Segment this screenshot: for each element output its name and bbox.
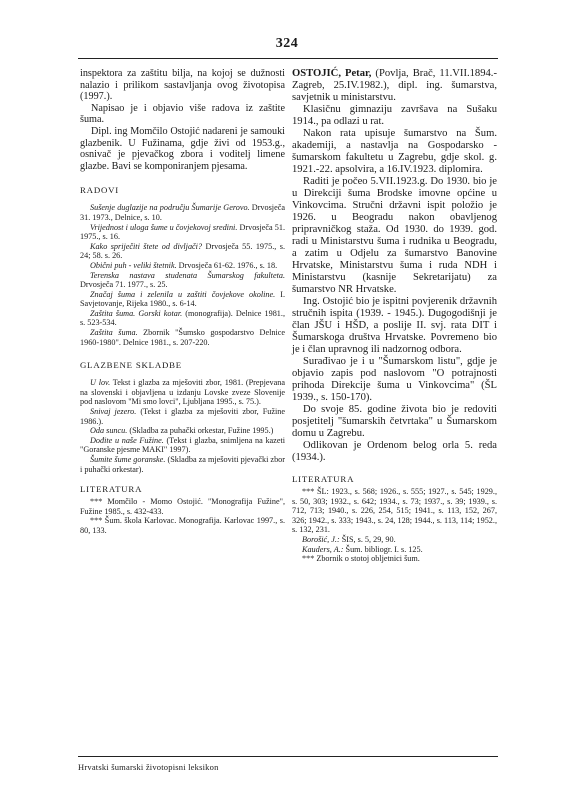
work-item: Terenska nastava studenata Šumarskog fakulteta. Drvosječa 71. 1977., s. 25. — [80, 270, 285, 290]
literatura-heading: LITERATURA — [80, 484, 143, 495]
literature-item: *** ŠL: 1923., s. 568; 1926., s. 555; 1927., s. 545; 1929., s. 50, 303; 1932., s. 642; 1934., s. 73; 1937., s. 39; 1939., s. 712, 713; 1940., s. 226, 254, 515; 1941., s. 113, 152, 267, 326; 1942., s. 333; 1943., s. 24, 128; 1944., s. 113, 114; 1952., s. 132, 231. — [292, 487, 497, 535]
composition-item: Snivaj jezero. (Tekst i glazba za mješoviti zbor, Fužine 1986.). — [80, 407, 285, 426]
bio-paragraph: Klasičnu gimnaziju završava na Sušaku 1914., pa odlazi u rat. — [292, 104, 497, 127]
work-item: Zaštita šuma. Zbornik "Šumsko gospodarstvo Delnice 1960-1980". Delnice 1981., s. 207-220. — [80, 328, 285, 347]
literature-item: *** Šum. škola Karlovac. Monografija. Karlovac 1997., s. 80, 133. — [80, 516, 285, 535]
work-item: Zaštita šuma. Gorski kotar. (monografija). Delnice 1981., s. 523-534. — [80, 308, 285, 328]
work-item: Obični puh - veliki štetnik. Drvosječa 61-62. 1976., s. 18. — [90, 260, 278, 270]
work-item: Kako spriječiti štete od divljači? Drvosječa 55. 1975., s. 24; 58. s. 26. — [80, 241, 285, 261]
bio-paragraph: Odlikovan je Ordenom belog orla 5. reda (1934.). — [292, 440, 497, 463]
composition-item: Dođite u naše Fužine. (Tekst i glazba, snimljena na kazeti "Goranske pjesme MAKI" 1997). — [80, 435, 285, 455]
glazbene-heading: GLAZBENE SKLADBE — [80, 360, 182, 371]
entry-name: OSTOJIĆ, Petar, — [292, 68, 372, 79]
bio-paragraph: Nakon rata upisuje šumarstvo na Šum. akademiji, a nastavlja na Gospodarsko - šumarskom fakultetu u Zagrebu, gdje skol. g. 1921.-22. apsolvira, a 16.IV.1923. diplomira. — [292, 128, 497, 175]
entry-intro: OSTOJIĆ, Petar, (Povlja, Brač, 11.VII.1894.- Zagreb, 25.IV.1982.), dipl. ing. šumarstva, savjetnik u ministarstvu. — [292, 68, 497, 103]
literature-item: Borošić, J.: ŠIS, s. 5, 29, 90. — [302, 534, 396, 544]
intro-paragraph: Napisao je i objavio više radova iz zaštite šuma. — [80, 102, 285, 126]
work-item: Značaj šuma i zelenila u zaštiti čovjekove okoline. I. Savjetovanje, Rijeka 1980., s. 6-14. — [80, 289, 285, 309]
intro-paragraph: inspektora za zaštitu bilja, na kojoj se dužnosti nalazio i prilikom sastavljanja ovog životopisa (1997.). — [80, 68, 285, 103]
radovi-heading: RADOVI — [80, 185, 120, 196]
left-column — [80, 68, 285, 536]
literatura-heading: LITERATURA — [292, 474, 355, 484]
intro-paragraph: Dipl. ing Momčilo Ostojić nadareni je samouki glazbenik. U Fužinama, gdje živi od 1953.g., osnivač je pjevačkog zbora i voditelj limene glazbe. Bavi se komponiranjem pjesama. — [80, 125, 285, 172]
literature-item: *** Zbornik o stotoj obljetnici šum. — [302, 554, 420, 564]
work-item: Vrijednost i uloga šume u čovjekovoj sredini. Drvosječa 51. 1975., s. 16. — [80, 222, 285, 242]
bio-paragraph: Raditi je počeo 5.VII.1923.g. Do 1930. bio je u Direkciji šuma Brodske imovne općine u Vinkovcima. Stručni državni ispit položio je 1926. u Beogradu nakon obavljenog pripravničkog staža. Od 1930. do 1939. god. radi u Ministarstvu šuma i rudnika u Beogradu, a zatim u Odjelu za šumarstvo Banovine Hrvatske, Ministarstvu šuma i ruda NDH i Ministarstvu (kasnije Sekretarijatu) za šumarstvo NR Hrvatske. — [292, 176, 497, 295]
literature-item: Kauders, A.: Šum. bibliogr. I. s. 125. — [302, 544, 423, 554]
page-number: 324 — [275, 36, 299, 51]
bio-paragraph: Do svoje 85. godine života bio je redoviti posjetitelj "šumarskih četvrtaka" u Šumarskom domu u Zagrebu. — [292, 404, 497, 439]
literature-item: *** Momčilo - Momo Ostojić. "Monografija Fužine", Fužine 1985., s. 432-433. — [80, 497, 285, 516]
composition-item: Oda suncu. (Skladba za puhački orkestar, Fužine 1995.) — [90, 426, 274, 436]
header-rule — [78, 58, 498, 59]
work-item: Sušenje duglazije na području Šumarije Gerovo. Drvosječa 31. 1973., Delnice, s. 10. — [80, 203, 285, 222]
bio-paragraph: Ing. Ostojić bio je ispitni povjerenik državnih stručnih ispita (1939. - 1945.). Dugogodišnji je član JŠU i HŠD, a poslije II. svj. rata DIT i Šumarskoga društva Hrvatske. Povremeno bio je i član upravnog ili nadzornog odbora. — [292, 296, 497, 355]
bio-paragraph: Surađivao je i u "Šumarskom listu", gdje je objavio zapis pod naslovom "O potrajnosti prihoda Direkcije šuma u Vinkovcima" (ŠL 1939., s. 150-170). — [292, 356, 497, 403]
footer-text: Hrvatski šumarski životopisni leksikon — [78, 762, 219, 772]
footer-rule — [78, 756, 498, 757]
composition-item: U lov. Tekst i glazba za mješoviti zbor, 1981. (Prepjevana na slovenski i objavljena u izdanju Lovske zveze Slovenije pod naslovom "Mi smo lovci", Ljubljana 1995., s. 75.). — [80, 378, 286, 407]
composition-item: Šumite šume goranske. (Skladba za mješoviti pjevački zbor i puhački orkestar). — [80, 455, 285, 474]
right-column — [292, 68, 497, 564]
